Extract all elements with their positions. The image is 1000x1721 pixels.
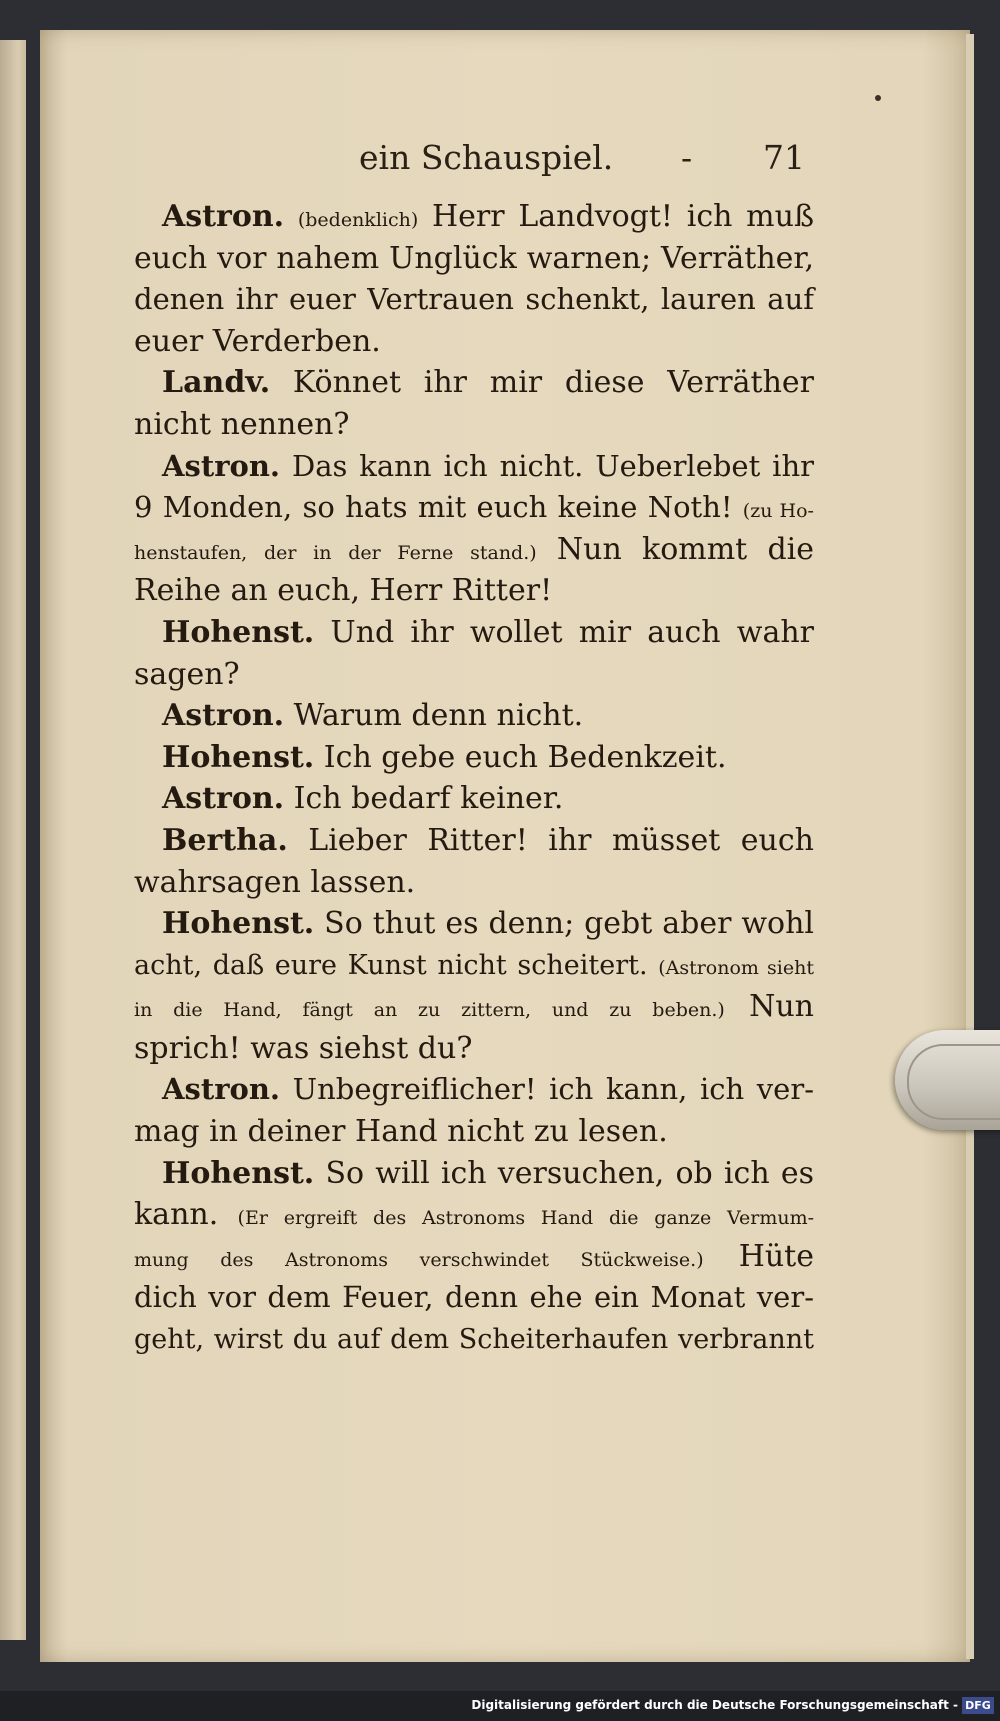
dialogue-text: wahrsagen lassen. [134,864,416,900]
dialogue-text: Herr Landvogt! ich muß [418,199,814,234]
text-line [134,778,814,820]
text-line [134,279,814,321]
text-line [134,737,814,779]
text-line [134,1236,814,1278]
dialogue-text: Und ihr wollet mir auch wahr [314,614,814,650]
speaker-name: Bertha. [162,822,288,858]
page-header [135,138,815,182]
dialogue-text: Nun [724,989,814,1025]
dialogue-text: So will ich versuchen, ob ich es [314,1155,814,1191]
text-line [134,1028,814,1070]
text-line [134,196,814,238]
running-head: ein Schauspiel. [359,138,614,177]
stage-direction: henstaufen, der in der Ferne stand.) [134,541,537,564]
text-line [134,1153,814,1195]
adjacent-page-edge [0,40,26,1640]
body-text [134,196,814,1361]
text-line [134,612,814,654]
dialogue-text: Das kann ich nicht. Ueberlebet ihr [280,448,814,483]
text-line [134,1319,814,1361]
page-clip [895,1030,1000,1130]
text-line [134,695,814,737]
text-line [134,446,814,488]
dialogue-text: Warum denn nicht. [284,698,584,734]
stage-direction: mung des Astronoms verschwindet Stückweise.) [134,1248,704,1271]
dialogue-text: Lieber Ritter! ihr müsset euch [287,822,814,858]
stage-direction: (Astronom sieht [658,956,814,979]
dialogue-text: denen ihr euer Vertrauen schenkt, lauren auf [134,282,814,317]
speaker-name: Hohenst. [162,614,315,650]
ink-spot [875,95,881,101]
speaker-name: Landv. [162,365,271,401]
dialogue-text: dich vor dem Feuer, denn ehe ein Monat ver- [134,1280,814,1315]
dialogue-text: nicht nennen? [134,406,350,442]
dialogue-text: Ich gebe euch Bedenkzeit. [314,739,727,775]
text-line [134,570,814,612]
dialogue-text: mag in deiner Hand nicht zu lesen. [134,1114,668,1150]
text-line [134,1277,814,1319]
speaker-name: Hohenst. [162,1155,315,1191]
text-line [134,1194,814,1236]
page-fore-edge [966,34,974,1659]
text-line [134,404,814,446]
text-line [134,945,814,987]
dialogue-text: euer Verderben. [134,323,381,359]
text-line [134,321,814,363]
dialogue-text: sagen? [134,656,240,692]
dialogue-text: Ich bedarf keiner. [284,781,564,817]
funding-credit: Digitalisierung gefördert durch die Deutsche Forschungsgemeinschaft - [471,1698,958,1712]
text-line [134,238,814,280]
page-clip-loop [907,1044,1000,1120]
dfg-logo: DFG [962,1697,994,1714]
stage-direction: in die Hand, fängt an zu zittern, und zu beben.) [134,999,725,1022]
dialogue-text: acht, daß eure Kunst nicht scheitert. [134,949,659,981]
dialogue-text: 9 Monden, so hats mit euch keine Noth! [134,490,743,525]
dialogue-text: euch vor nahem Unglück warnen; Verräther, [134,240,814,276]
text-line [134,903,814,945]
text-line [134,986,814,1028]
digitization-footer [0,1691,1000,1721]
header-dash: - [681,138,693,177]
speaker-name: Hohenst. [162,739,315,775]
speaker-name: Astron. [162,448,281,483]
text-line [134,362,814,404]
speaker-name: Hohenst. [162,906,315,942]
text-line [134,487,814,529]
dialogue-text: geht, wirst du auf dem Scheiterhaufen verbrannt [134,1324,814,1356]
stage-direction: (zu Ho- [742,500,814,523]
speaker-name: Astron. [162,698,285,734]
dialogue-text: Reihe an euch, Herr Ritter! [134,573,553,609]
text-line [134,1069,814,1111]
dialogue-text: Unbegreiflicher! ich kann, ich ver- [280,1072,814,1107]
text-line [134,529,814,571]
speaker-name: Astron. [162,199,285,234]
dialogue-text: Könnet ihr mir diese Verräther [270,365,814,401]
speaker-name: Astron. [162,1072,281,1107]
stage-direction: (bedenklich) [297,209,419,231]
stage-direction: (Er ergreift des Astronoms Hand die ganze Vermum- [237,1207,815,1230]
text-line [134,820,814,862]
dialogue-text: Nun kommt die [536,531,814,567]
text-line [134,654,814,696]
text-line [134,862,814,904]
dialogue-text: So thut es denn; gebt aber wohl [314,906,814,942]
dialogue-text: sprich! was siehst du? [134,1030,473,1066]
speaker-name: Astron. [162,781,285,817]
dialogue-text [284,199,298,234]
dialogue-text: Hüte [703,1238,814,1274]
page-number: 71 [763,138,805,177]
text-line [134,1111,814,1153]
dialogue-text: kann. [134,1197,238,1233]
